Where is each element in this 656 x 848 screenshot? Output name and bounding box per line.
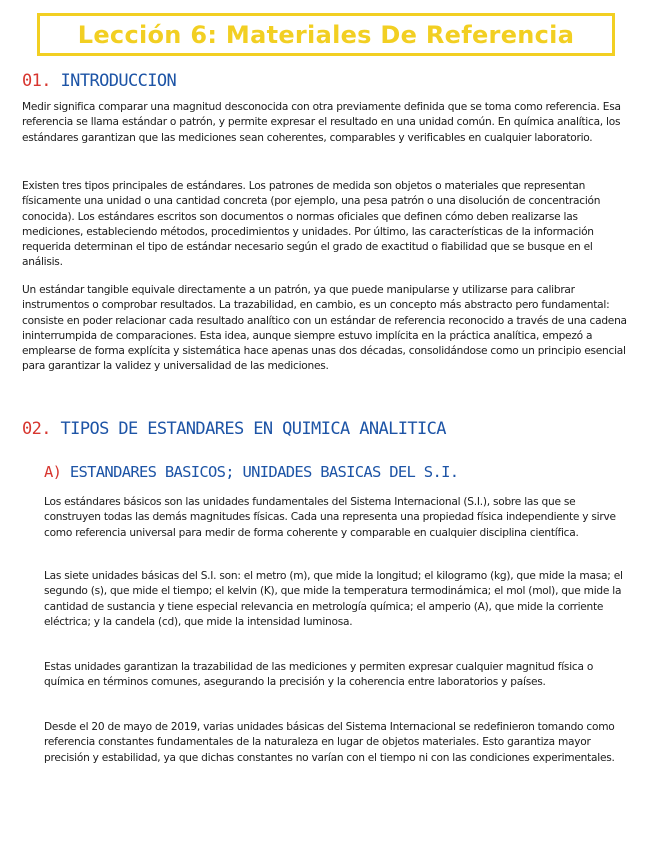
subsection-label: ESTANDARES BASICOS; UNIDADES BASICAS DEL S.I. — [69, 463, 459, 481]
page-title: Lección 6: Materiales De Referencia — [77, 20, 575, 49]
subsection-heading-a — [44, 463, 458, 481]
section-number: 02. — [22, 419, 51, 439]
basic-paragraph-2: Las siete unidades básicas del S.I. son: el metro (m), que mide la longitud; el kilogramo (kg), que mide la masa; el segundo (s), que mide el tiempo; el kelvin (K), que mide la temperatura termodinámica; el mol (mol), que mide la cantidad de sustancia y tiene especial relevancia en metrología química; el amperio (A), que mide la corriente eléctrica; y la candela (cd), que mide la intensidad luminosa. — [44, 570, 623, 628]
basic-paragraph-4: Desde el 20 de mayo de 2019, varias unidades básicas del Sistema Internacional se redefinieron tomando como referencia constantes fundamentales de la naturaleza en lugar de objetos materiales. Esto garantiza mayor precisión y estabilidad, ya que dichas constantes no varían con el tiempo ni con las condiciones experimentales. — [44, 721, 615, 764]
basic-paragraph-3: Estas unidades garantizan la trazabilidad de las mediciones y permiten expresar cualquier magnitud física o química en términos comunes, asegurando la precisión y la coherencia entre laboratorios y países. — [44, 661, 594, 689]
intro-paragraph-3: Un estándar tangible equivale directamente a un patrón, ya que puede manipularse y utilizarse para calibrar instrumentos o comprobar resultados. La trazabilidad, en cambio, es un concepto más abstracto pero fundamental: consiste en poder relacionar cada resultado analítico con un estándar de referencia reconocido a través de una cadena ininterrumpida de comparaciones. Esta idea, aunque siempre estuvo implícita en la práctica analítica, empezó a emplearse de forma explícita y sistemática hace apenas unas dos décadas, consolidándose como un principio esencial para garantizar la validez y universalidad de las mediciones. — [22, 284, 627, 373]
basic-paragraph-1: Los estándares básicos son las unidades fundamentales del Sistema Internacional (S.I.), sobre las que se construyen todas las demás magnitudes físicas. Cada una representa una propiedad física independiente y sirve como referencia universal para medir de forma coherente y comparable en cualquier disciplina científica. — [44, 496, 616, 539]
intro-paragraph-2: Existen tres tipos principales de estándares. Los patrones de medida son objetos o materiales que representan físicamente una unidad o una cantidad concreta (por ejemplo, una pesa patrón o una disolución de concentración conocida). Los estándares escritos son documentos o normas oficiales que definen cómo deben realizarse las mediciones, estableciendo métodos, procedimientos y unidades. Por último, las características de la información requerida determinan el tipo de estándar necesario según el grado de exactitud o fiabilidad que se busque en el análisis. — [22, 180, 601, 269]
intro-paragraph-1: Medir significa comparar una magnitud desconocida con otra previamente definida que se toma como referencia. Esa referencia se llama estándar o patrón, y permite expresar el resultado en una unidad común. En química analítica, los estándares garantizan que las mediciones sean coherentes, comparables y verificables en cualquier laboratorio. — [22, 101, 621, 144]
section-label: INTRODUCCION — [60, 71, 177, 91]
section-number: 01. — [22, 71, 51, 91]
subsection-letter: A) — [44, 463, 62, 481]
title-box — [37, 13, 615, 56]
section-label: TIPOS DE ESTANDARES EN QUIMICA ANALITICA — [60, 419, 446, 439]
section-heading-tipos — [22, 419, 446, 439]
section-heading-introduccion — [22, 71, 176, 91]
